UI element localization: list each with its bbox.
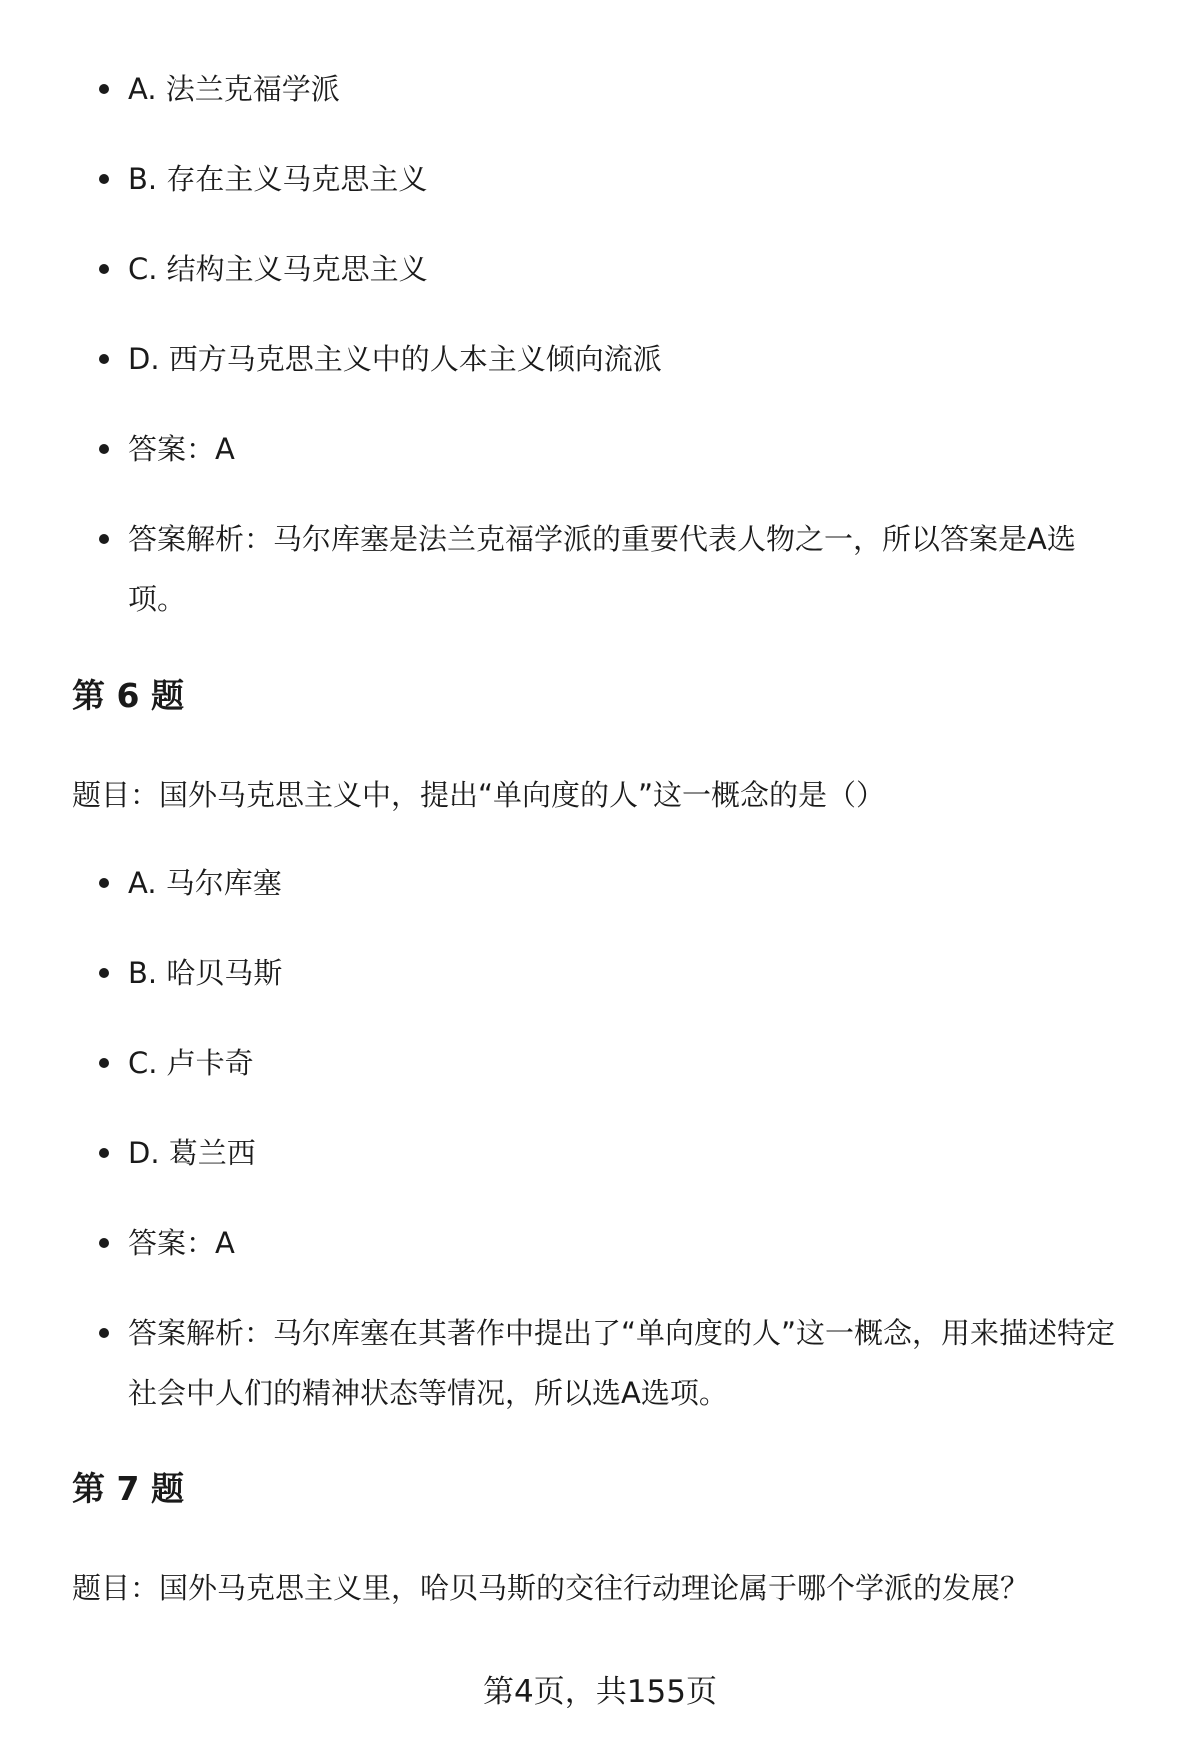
- question-5-options: [0, 59, 1200, 659]
- option-item: C. 卢卡奇: [0, 1033, 1128, 1093]
- bullet-icon: [99, 878, 109, 888]
- option-item: C. 结构主义马克思主义: [0, 239, 1128, 299]
- question-6-text: 题目：国外马克思主义中，提出“单向度的人”这一概念的是（）: [72, 778, 886, 812]
- option-item: D. 西方马克思主义中的人本主义倾向流派: [0, 329, 1128, 389]
- bullet-icon: [99, 1058, 109, 1068]
- question-6-title: 第 6 题: [72, 676, 184, 715]
- bullet-icon: [99, 354, 109, 364]
- bullet-icon: [99, 84, 109, 94]
- option-list: [0, 59, 1200, 629]
- bullet-icon: [99, 1238, 109, 1248]
- bullet-icon: [99, 1148, 109, 1158]
- explanation-item: 答案解析：马尔库塞在其著作中提出了“单向度的人”这一概念，用来描述特定社会中人们的精神状态等情况，所以选A选项。: [0, 1303, 1128, 1423]
- bullet-icon: [99, 534, 109, 544]
- option-item: D. 葛兰西: [0, 1123, 1128, 1183]
- question-6-options: [0, 853, 1200, 1453]
- page-number: 第4页，共155页: [483, 1674, 717, 1710]
- option-item: B. 存在主义马克思主义: [0, 149, 1128, 209]
- bullet-icon: [99, 174, 109, 184]
- bullet-icon: [99, 444, 109, 454]
- bullet-icon: [99, 1328, 109, 1338]
- option-item: A. 马尔库塞: [0, 853, 1128, 913]
- option-list: [0, 853, 1200, 1423]
- question-7-text: 题目：国外马克思主义里，哈贝马斯的交往行动理论属于哪个学派的发展？: [72, 1571, 1030, 1605]
- option-item: A. 法兰克福学派: [0, 59, 1128, 119]
- explanation-item: 答案解析：马尔库塞是法兰克福学派的重要代表人物之一，所以答案是A选项。: [0, 509, 1128, 629]
- option-item: B. 哈贝马斯: [0, 943, 1128, 1003]
- question-7-title: 第 7 题: [72, 1469, 184, 1508]
- bullet-icon: [99, 968, 109, 978]
- answer-item: 答案：A: [0, 419, 1128, 479]
- answer-item: 答案：A: [0, 1213, 1128, 1273]
- bullet-icon: [99, 264, 109, 274]
